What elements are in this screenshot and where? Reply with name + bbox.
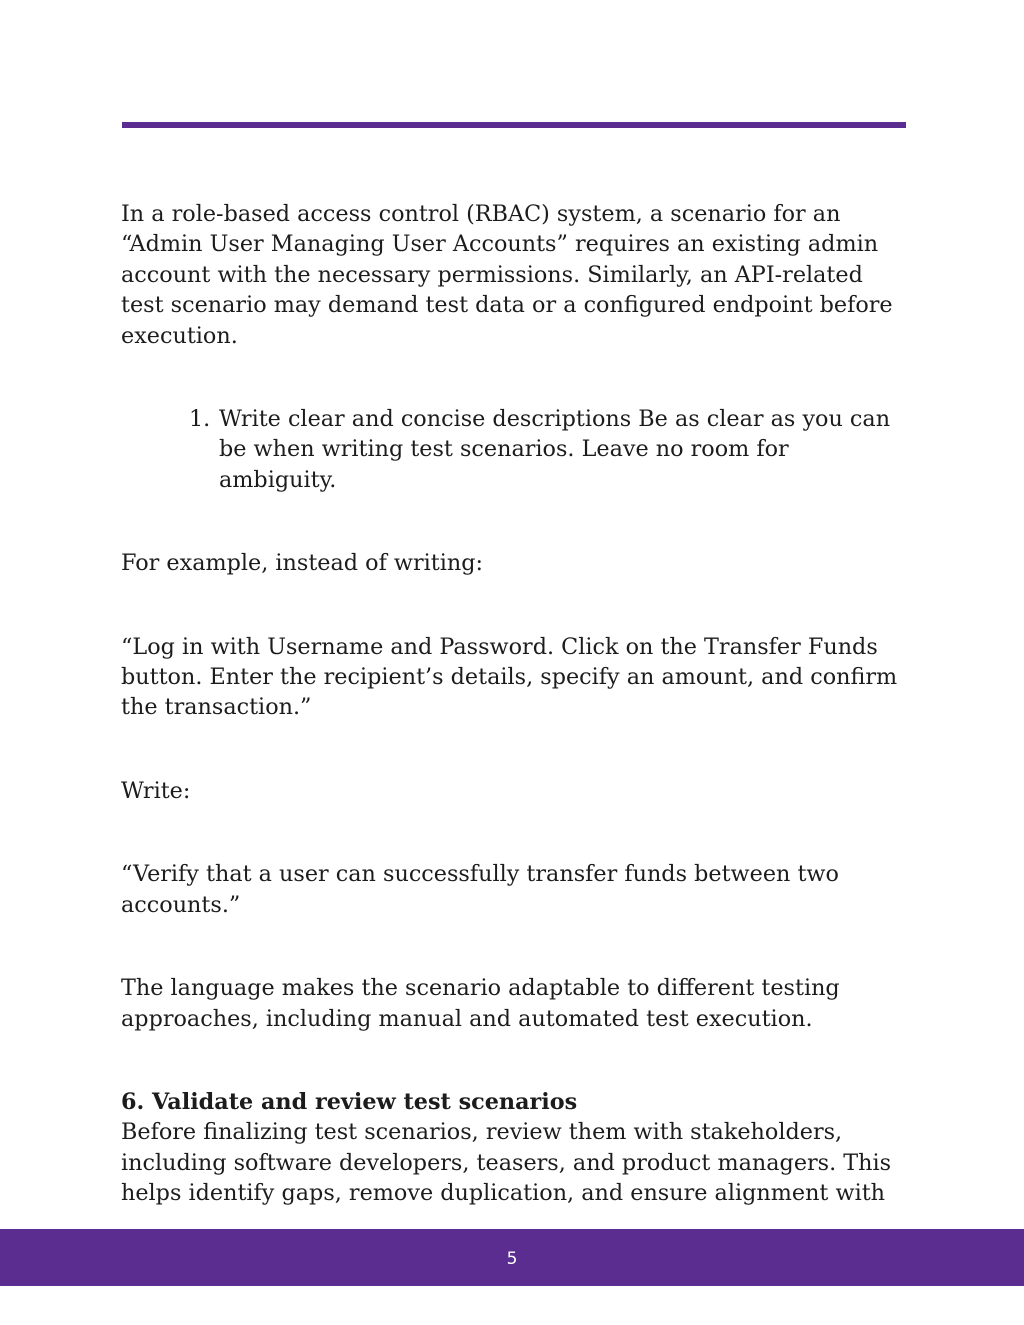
section-heading: 6. Validate and review test scenarios xyxy=(121,1088,578,1115)
paragraph-good-example: “Verify that a user can successfully transfer funds between two accounts.” xyxy=(121,861,839,918)
paragraph-bad-example: “Log in with Username and Password. Click on the Transfer Funds button. Enter the recipient’s details, specify an amount, and confirm the transaction.” xyxy=(121,633,898,721)
page-number: 5 xyxy=(506,1249,518,1269)
numbered-list xyxy=(121,404,911,495)
list-item-text: Write clear and concise descriptions Be as clear as you can be when writing test scenarios. Leave no room for ambiguity. xyxy=(219,406,891,493)
top-divider-rule xyxy=(122,122,906,128)
paragraph-section-body: Before finalizing test scenarios, review them with stakeholders, including software developers, teasers, and product managers. This helps identify gaps, remove duplication, and ensure alignment with xyxy=(121,1119,892,1207)
page-content xyxy=(121,199,911,1209)
list-item xyxy=(121,404,911,495)
paragraph-example-intro: For example, instead of writing: xyxy=(121,550,484,577)
paragraph-rbac-intro: In a role-based access control (RBAC) system, a scenario for an “Admin User Managing User Accounts” requires an existing admin account with the necessary permissions. Similarly, an API-related test scenario may demand test data or a configured endpoint before execution. xyxy=(121,201,893,349)
paragraph-write-label: Write: xyxy=(121,777,191,804)
list-marker: 1. xyxy=(189,406,211,433)
paragraph-language-note: The language makes the scenario adaptable to different testing approaches, including manual and automated test execution. xyxy=(121,975,840,1032)
